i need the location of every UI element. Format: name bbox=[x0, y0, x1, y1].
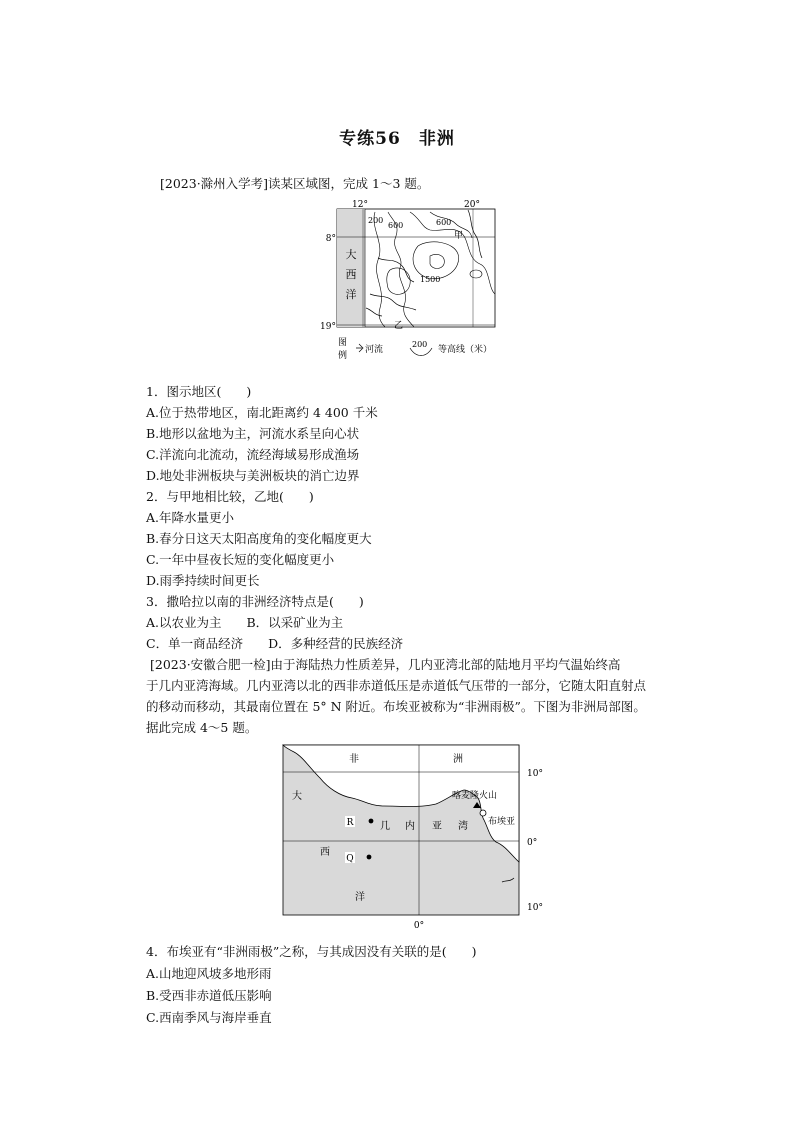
lon-right-label: 20° bbox=[464, 200, 480, 210]
gulf-char: 几 bbox=[380, 821, 390, 832]
ocean-char: 西 bbox=[345, 268, 357, 281]
river-legend-icon bbox=[356, 344, 363, 352]
gulf-char: 亚 bbox=[432, 821, 442, 832]
land-char: 非 bbox=[349, 754, 359, 765]
q2-option-c: C.一年中昼夜长短的变化幅度更小 bbox=[146, 552, 335, 567]
point-r-dot bbox=[369, 819, 374, 824]
q1-option-a: A.位于热带地区，南北距离约 4 400 千米 bbox=[146, 405, 378, 420]
q2-option-a: A.年降水量更小 bbox=[146, 510, 235, 525]
lat-top-label: 8° bbox=[325, 234, 336, 244]
ocean-char: 大 bbox=[345, 248, 357, 261]
point-q-label: Q bbox=[346, 854, 354, 864]
ocean-char: 洋 bbox=[345, 288, 357, 301]
lat-bottom-label: 19° bbox=[320, 322, 336, 332]
q3-stem: 3．撒哈拉以南的非洲经济特点是( ) bbox=[146, 594, 364, 609]
contour-label: 600 bbox=[436, 218, 452, 227]
legend-char: 图 bbox=[338, 338, 348, 348]
mountain-label: 喀麦隆火山 bbox=[452, 791, 498, 801]
q2-option-b: B.春分日这天太阳高度角的变化幅度更大 bbox=[146, 531, 372, 546]
lat-0-label: 0° bbox=[527, 838, 538, 848]
gulf-char: 内 bbox=[405, 821, 415, 832]
q4-option-c: C.西南季风与海岸垂直 bbox=[146, 1010, 272, 1025]
page-title: 专练56 非洲 bbox=[339, 129, 455, 149]
legend-char: 例 bbox=[338, 351, 348, 361]
lat-10n-label: 10° bbox=[527, 769, 543, 779]
region-map-2 bbox=[280, 742, 550, 932]
intro-2-line1: [2023·安徽合肥一检]由于海陆热力性质差异，几内亚湾北部的陆地月平均气温始终高 bbox=[150, 657, 621, 672]
q4-stem: 4．布埃亚有“非洲雨极”之称，与其成因没有关联的是( ) bbox=[146, 944, 477, 959]
intro-2-line4: 据此完成 4～5 题。 bbox=[146, 720, 258, 735]
place-yi: 乙 bbox=[394, 321, 404, 331]
lon-left-label: 12° bbox=[352, 200, 368, 210]
q1-option-d: D.地处非洲板块与美洲板块的消亡边界 bbox=[146, 468, 360, 483]
contour-legend-icon bbox=[410, 348, 432, 356]
region-map-1 bbox=[320, 198, 530, 373]
q3-options-row1: A.以农业为主 B．以采矿业为主 bbox=[146, 615, 344, 630]
land-char: 洲 bbox=[453, 754, 463, 765]
place-jia: 甲 bbox=[454, 231, 464, 241]
contour-label: 200 bbox=[368, 216, 384, 225]
legend-river: 河流 bbox=[365, 345, 384, 355]
q3-options-row2: C．单一商品经济 D．多种经营的民族经济 bbox=[146, 636, 404, 651]
ocean-char: 西 bbox=[320, 847, 330, 858]
lat-10s-label: 10° bbox=[527, 903, 543, 913]
q1-option-b: B.地形以盆地为主，河流水系呈向心状 bbox=[146, 426, 360, 441]
gulf-char: 湾 bbox=[458, 821, 468, 832]
q1-stem: 1．图示地区( ) bbox=[146, 384, 252, 399]
intro-2-line2: 于几内亚湾海域。几内亚湾以北的西非赤道低压是赤道低气压带的一部分，它随太阳直射点 bbox=[146, 678, 647, 693]
city-label: 布埃亚 bbox=[488, 817, 516, 827]
intro-1: [2023·滁州入学考]读某区域图，完成 1～3 题。 bbox=[160, 176, 430, 191]
intro-2-line3: 的移动而移动，其最南位置在 5° N 附近。布埃亚被称为“非洲雨极”。下图为非洲局部图。 bbox=[146, 699, 646, 714]
contour-label: 1500 bbox=[420, 275, 441, 284]
city-marker bbox=[480, 810, 486, 816]
contour-label: 600 bbox=[388, 221, 404, 230]
q2-stem: 2．与甲地相比较，乙地( ) bbox=[146, 489, 314, 504]
ocean-char: 洋 bbox=[355, 892, 365, 903]
ocean-char: 大 bbox=[292, 791, 302, 802]
legend-contour-value: 200 bbox=[412, 340, 428, 349]
point-r-label: R bbox=[346, 818, 354, 828]
q2-option-d: D.雨季持续时间更长 bbox=[146, 573, 260, 588]
legend-contour: 等高线（米） bbox=[438, 345, 493, 355]
point-q-dot bbox=[367, 855, 372, 860]
q1-option-c: C.洋流向北流动，流经海域易形成渔场 bbox=[146, 447, 360, 462]
q4-option-a: A.山地迎风坡多地形雨 bbox=[146, 966, 272, 981]
lon-0-label: 0° bbox=[413, 921, 425, 931]
q4-option-b: B.受西非赤道低压影响 bbox=[146, 988, 272, 1003]
